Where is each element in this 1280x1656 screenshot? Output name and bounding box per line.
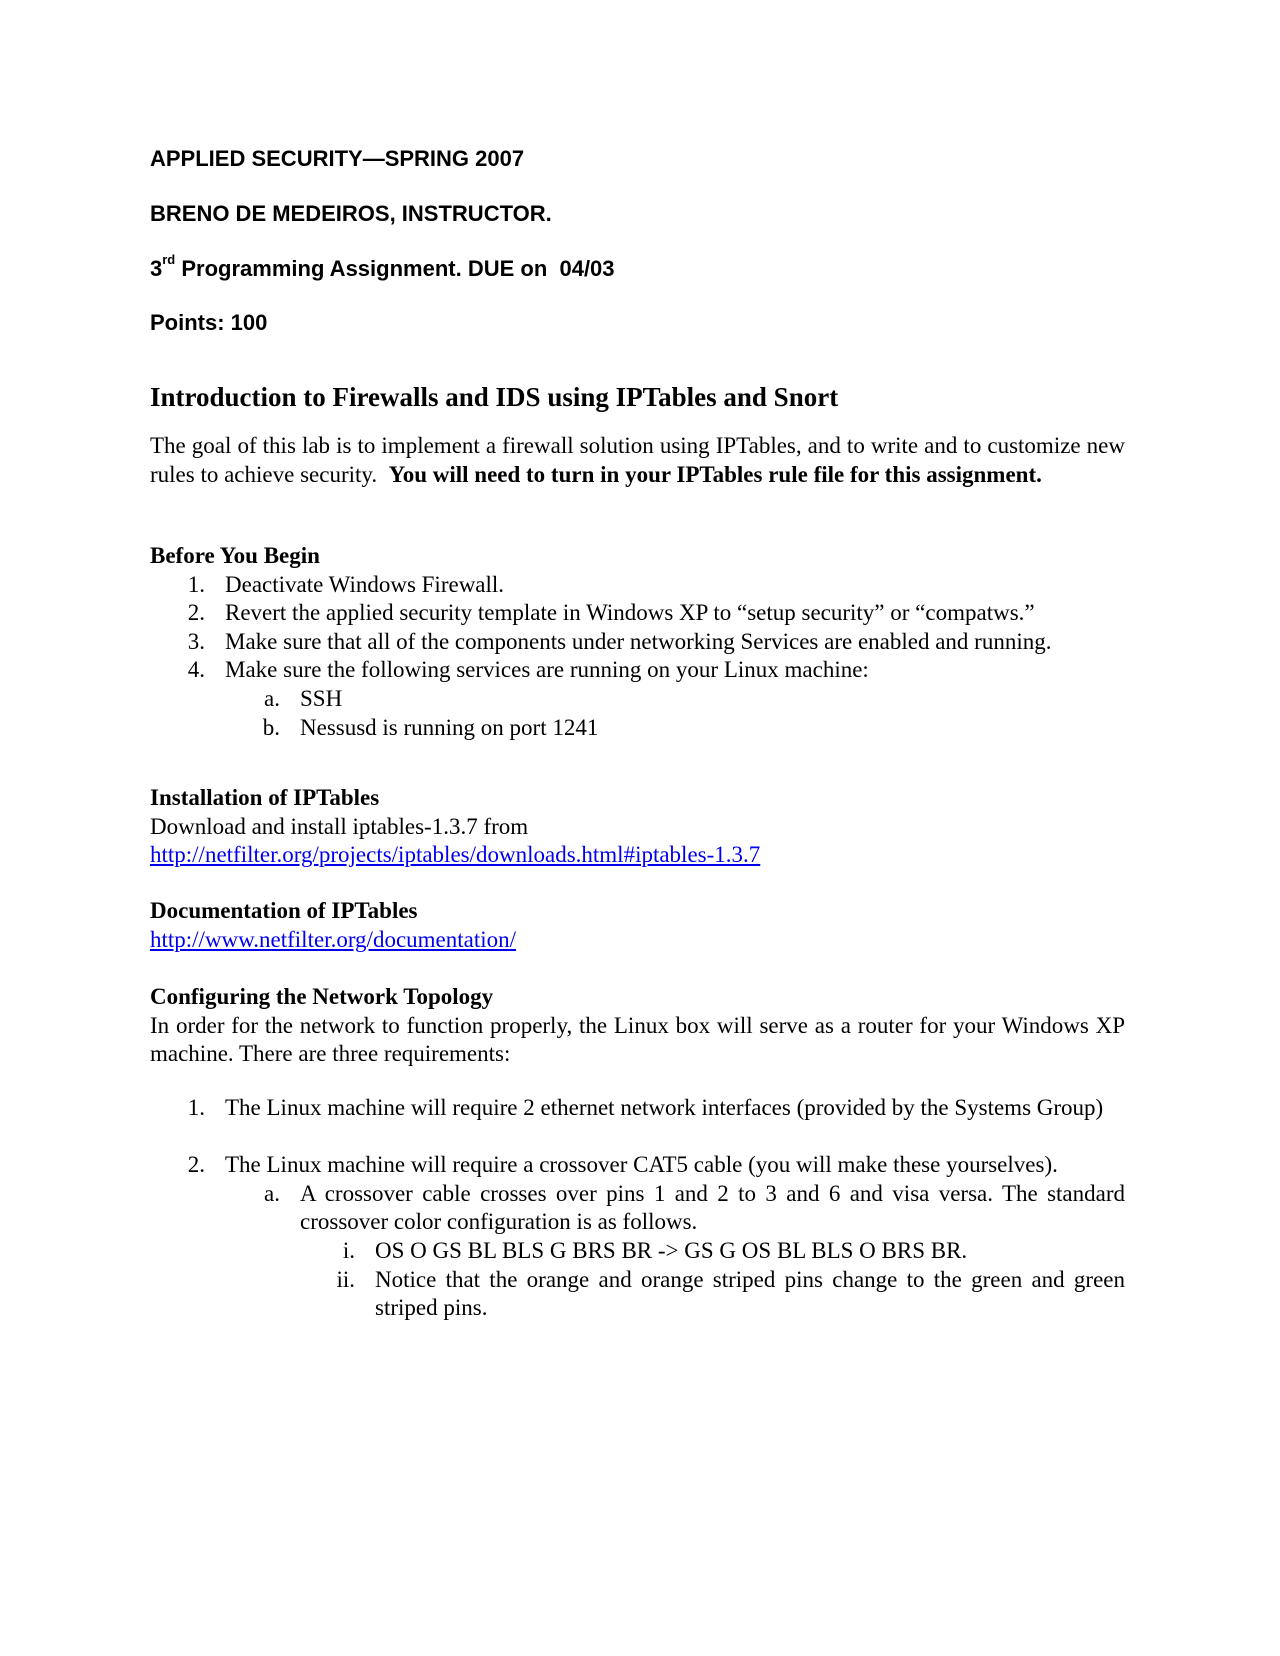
installation-heading: Installation of IPTables [150,785,380,810]
list-item [150,628,1125,657]
list-text: The Linux machine will require a crossover CAT5 cable (you will make these yourselves). [225,1152,1058,1178]
list-text: OS O GS BL BLS G BRS BR -> GS G OS BL BLS O BRS BR. [375,1237,968,1263]
list-text: The Linux machine will require 2 ethernet network interfaces (provided by the Systems Group) [225,1095,1104,1120]
sub-sub-list-item [150,1266,1125,1323]
list-number: 2. [187,600,205,626]
documentation-section [150,897,1125,954]
list-letter: b. [262,714,280,740]
list-text: Make sure the following services are running on your Linux machine: [225,657,869,683]
before-heading: Before You Begin [150,543,320,568]
sub-list-item [150,1180,1125,1237]
list-item [150,1094,1125,1123]
instructor-heading: BRENO DE MEDEIROS, INSTRUCTOR. [150,201,552,226]
list-text: Revert the applied security template in Windows XP to “setup security” or “compatws.” [225,600,1035,626]
installation-text: Download and install iptables-1.3.7 from [150,813,529,839]
list-text: Deactivate Windows Firewall. [225,571,505,597]
before-section [150,542,1125,742]
list-text: Nessusd is running on port 1241 [300,714,599,740]
installation-section [150,784,1125,870]
sub-list-item [150,714,1125,743]
list-number: 1. [187,571,205,597]
topology-section [150,983,1125,1069]
list-item [150,599,1125,628]
page-title: Introduction to Firewalls and IDS using IPTables and Snort [150,382,839,412]
points-heading: Points: 100 [150,310,268,335]
list-text: Make sure that all of the components under networking Services are enabled and running. [225,628,1052,654]
list-number: 1. [187,1095,205,1120]
assignment-heading [150,252,615,282]
intro-text: The goal of this lab is to implement a firewall solution using IPTables, and to write and to customize new rules to achieve security. [150,433,1131,487]
course-heading: APPLIED SECURITY—SPRING 2007 [150,146,525,171]
list-text: SSH [300,685,343,711]
intro-bold-text: You will need to turn in your IPTables rule file for this assignment. [388,461,1042,487]
sub-list-item [150,685,1125,714]
list-item [150,656,1125,685]
list-letter: a. [264,1180,280,1206]
list-roman: i. [342,1237,355,1263]
assignment-due: Programming Assignment. DUE on 04/03 [175,256,615,281]
topology-heading: Configuring the Network Topology [150,984,494,1009]
topology-list [150,1094,1125,1323]
assignment-ordinal-suffix: rd [162,252,176,267]
list-letter: a. [264,685,280,711]
intro-paragraph [150,432,1131,489]
list-text: A crossover cable crosses over pins 1 and 2 to 3 and 6 and visa versa. The standard crossover color configuration is as follows. [300,1180,1125,1235]
documentation-link[interactable]: http://www.netfilter.org/documentation/ [150,926,517,952]
list-number: 2. [187,1152,205,1178]
documentation-heading: Documentation of IPTables [150,898,418,923]
topology-text: In order for the network to function properly, the Linux box will serve as a router for your Windows XP machine. There are three requirements: [150,1012,1125,1067]
assignment-ordinal: 3 [150,256,163,281]
list-item [150,1151,1125,1180]
list-number: 4. [187,657,205,683]
sub-sub-list-item [150,1237,1125,1266]
list-text: Notice that the orange and orange striped pins change to the green and green striped pins. [375,1266,1125,1321]
iptables-download-link[interactable]: http://netfilter.org/projects/iptables/downloads.html#iptables-1.3.7 [150,842,761,868]
list-number: 3. [187,628,205,654]
list-item [150,571,1125,600]
list-roman: ii. [336,1266,355,1292]
